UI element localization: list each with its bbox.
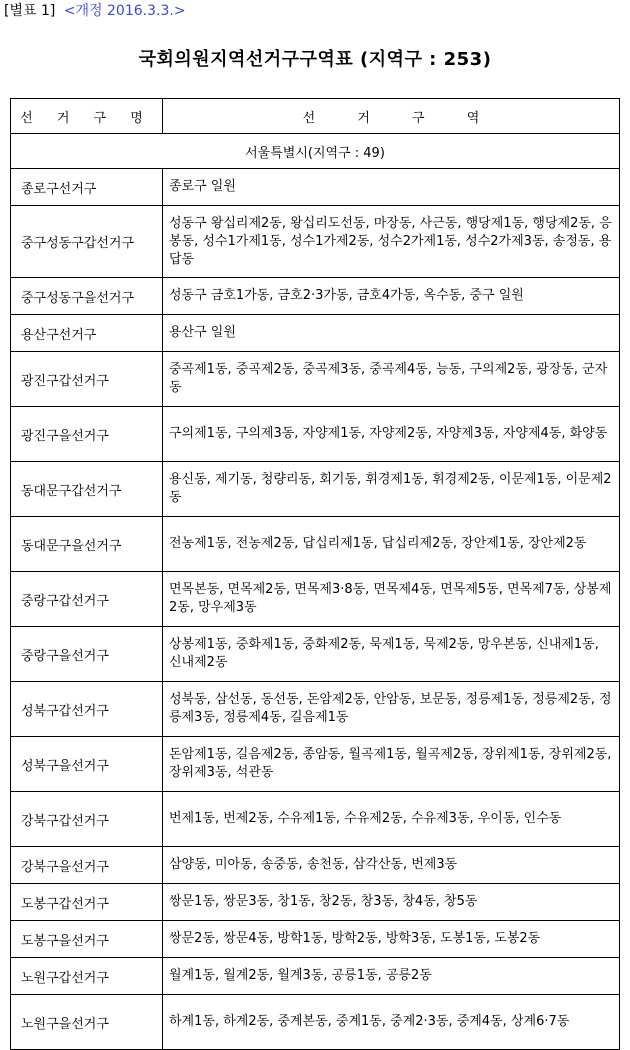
table-row — [11, 315, 620, 352]
table-row — [11, 682, 620, 737]
district-table — [10, 98, 620, 1050]
district-area: 용신동, 제기동, 청량리동, 회기동, 휘경제1동, 휘경제2동, 이문제1동, 이문제2동 — [163, 462, 620, 517]
column-header-area: 선 거 구 역 — [163, 99, 620, 134]
district-area: 하계1동, 하계2동, 중계본동, 중계1동, 중계2·3동, 중계4동, 상계6·7동 — [163, 995, 620, 1050]
attachment-header — [4, 2, 186, 20]
table-row — [11, 921, 620, 958]
table-row — [11, 352, 620, 407]
district-area: 용산구 일원 — [163, 315, 620, 352]
table-row — [11, 206, 620, 278]
table-row — [11, 737, 620, 792]
attachment-label: [별표 1] — [4, 3, 56, 19]
district-name: 용산구선거구 — [11, 315, 163, 352]
table-header-row — [11, 99, 620, 134]
district-area: 쌍문2동, 쌍문4동, 방학1동, 방학2동, 방학3동, 도봉1동, 도봉2동 — [163, 921, 620, 958]
district-name: 중구성동구을선거구 — [11, 278, 163, 315]
table-row — [11, 884, 620, 921]
table-row — [11, 407, 620, 462]
district-area: 쌍문1동, 쌍문3동, 창1동, 창2동, 창3동, 창4동, 창5동 — [163, 884, 620, 921]
district-name: 종로구선거구 — [11, 169, 163, 206]
table-row — [11, 572, 620, 627]
district-name: 강북구을선거구 — [11, 847, 163, 884]
district-area: 종로구 일원 — [163, 169, 620, 206]
district-name: 성북구을선거구 — [11, 737, 163, 792]
table-row — [11, 517, 620, 572]
district-area: 상봉제1동, 중화제1동, 중화제2동, 묵제1동, 묵제2동, 망우본동, 신내제1동, 신내제2동 — [163, 627, 620, 682]
table-row — [11, 995, 620, 1050]
district-area: 번제1동, 번제2동, 수유제1동, 수유제2동, 수유제3동, 우이동, 인수동 — [163, 792, 620, 847]
district-area: 중곡제1동, 중곡제2동, 중곡제3동, 중곡제4동, 능동, 구의제2동, 광장동, 군자동 — [163, 352, 620, 407]
district-area: 성북동, 삼선동, 동선동, 돈암제2동, 안암동, 보문동, 정릉제1동, 정릉제2동, 정릉제3동, 정릉제4동, 길음제1동 — [163, 682, 620, 737]
column-header-name: 선 거 구 명 — [11, 99, 163, 134]
district-area: 돈암제1동, 길음제2동, 종암동, 월곡제1동, 월곡제2동, 장위제1동, 장위제2동, 장위제3동, 석관동 — [163, 737, 620, 792]
district-area: 전농제1동, 전농제2동, 답십리제1동, 답십리제2동, 장안제1동, 장안제2동 — [163, 517, 620, 572]
table-row — [11, 792, 620, 847]
district-name: 성북구갑선거구 — [11, 682, 163, 737]
table-row — [11, 169, 620, 206]
district-area: 면목본동, 면목제2동, 면목제3·8동, 면목제4동, 면목제5동, 면목제7동, 상봉제2동, 망우제3동 — [163, 572, 620, 627]
document-title: 국회의원지역선거구구역표 (지역구 : 253) — [138, 49, 492, 70]
district-name: 도봉구을선거구 — [11, 921, 163, 958]
district-name: 강북구갑선거구 — [11, 792, 163, 847]
district-name: 중구성동구갑선거구 — [11, 206, 163, 278]
district-name: 중랑구을선거구 — [11, 627, 163, 682]
table-body — [11, 134, 620, 1050]
table-row — [11, 847, 620, 884]
district-name: 동대문구을선거구 — [11, 517, 163, 572]
district-name: 광진구을선거구 — [11, 407, 163, 462]
district-area: 구의제1동, 구의제3동, 자양제1동, 자양제2동, 자양제3동, 자양제4동, 화양동 — [163, 407, 620, 462]
district-area: 성동구 금호1가동, 금호2·3가동, 금호4가동, 옥수동, 중구 일원 — [163, 278, 620, 315]
amendment-link[interactable]: <개정 2016.3.3.> — [63, 3, 186, 19]
district-name: 광진구갑선거구 — [11, 352, 163, 407]
table-row — [11, 627, 620, 682]
district-name: 도봉구갑선거구 — [11, 884, 163, 921]
section-label: 서울특별시(지역구 : 49) — [11, 134, 620, 169]
district-name: 동대문구갑선거구 — [11, 462, 163, 517]
district-name: 중랑구갑선거구 — [11, 572, 163, 627]
table-row — [11, 278, 620, 315]
district-area: 월계1동, 월계2동, 월계3동, 공릉1동, 공릉2동 — [163, 958, 620, 995]
section-row — [11, 134, 620, 169]
table-row — [11, 462, 620, 517]
district-area: 성동구 왕십리제2동, 왕십리도선동, 마장동, 사근동, 행당제1동, 행당제2동, 응봉동, 성수1가제1동, 성수1가제2동, 성수2가제1동, 성수2가제3동, 송정동, 용답동 — [163, 206, 620, 278]
district-name: 노원구갑선거구 — [11, 958, 163, 995]
district-area: 삼양동, 미아동, 송중동, 송천동, 삼각산동, 번제3동 — [163, 847, 620, 884]
table-row — [11, 958, 620, 995]
district-name: 노원구을선거구 — [11, 995, 163, 1050]
